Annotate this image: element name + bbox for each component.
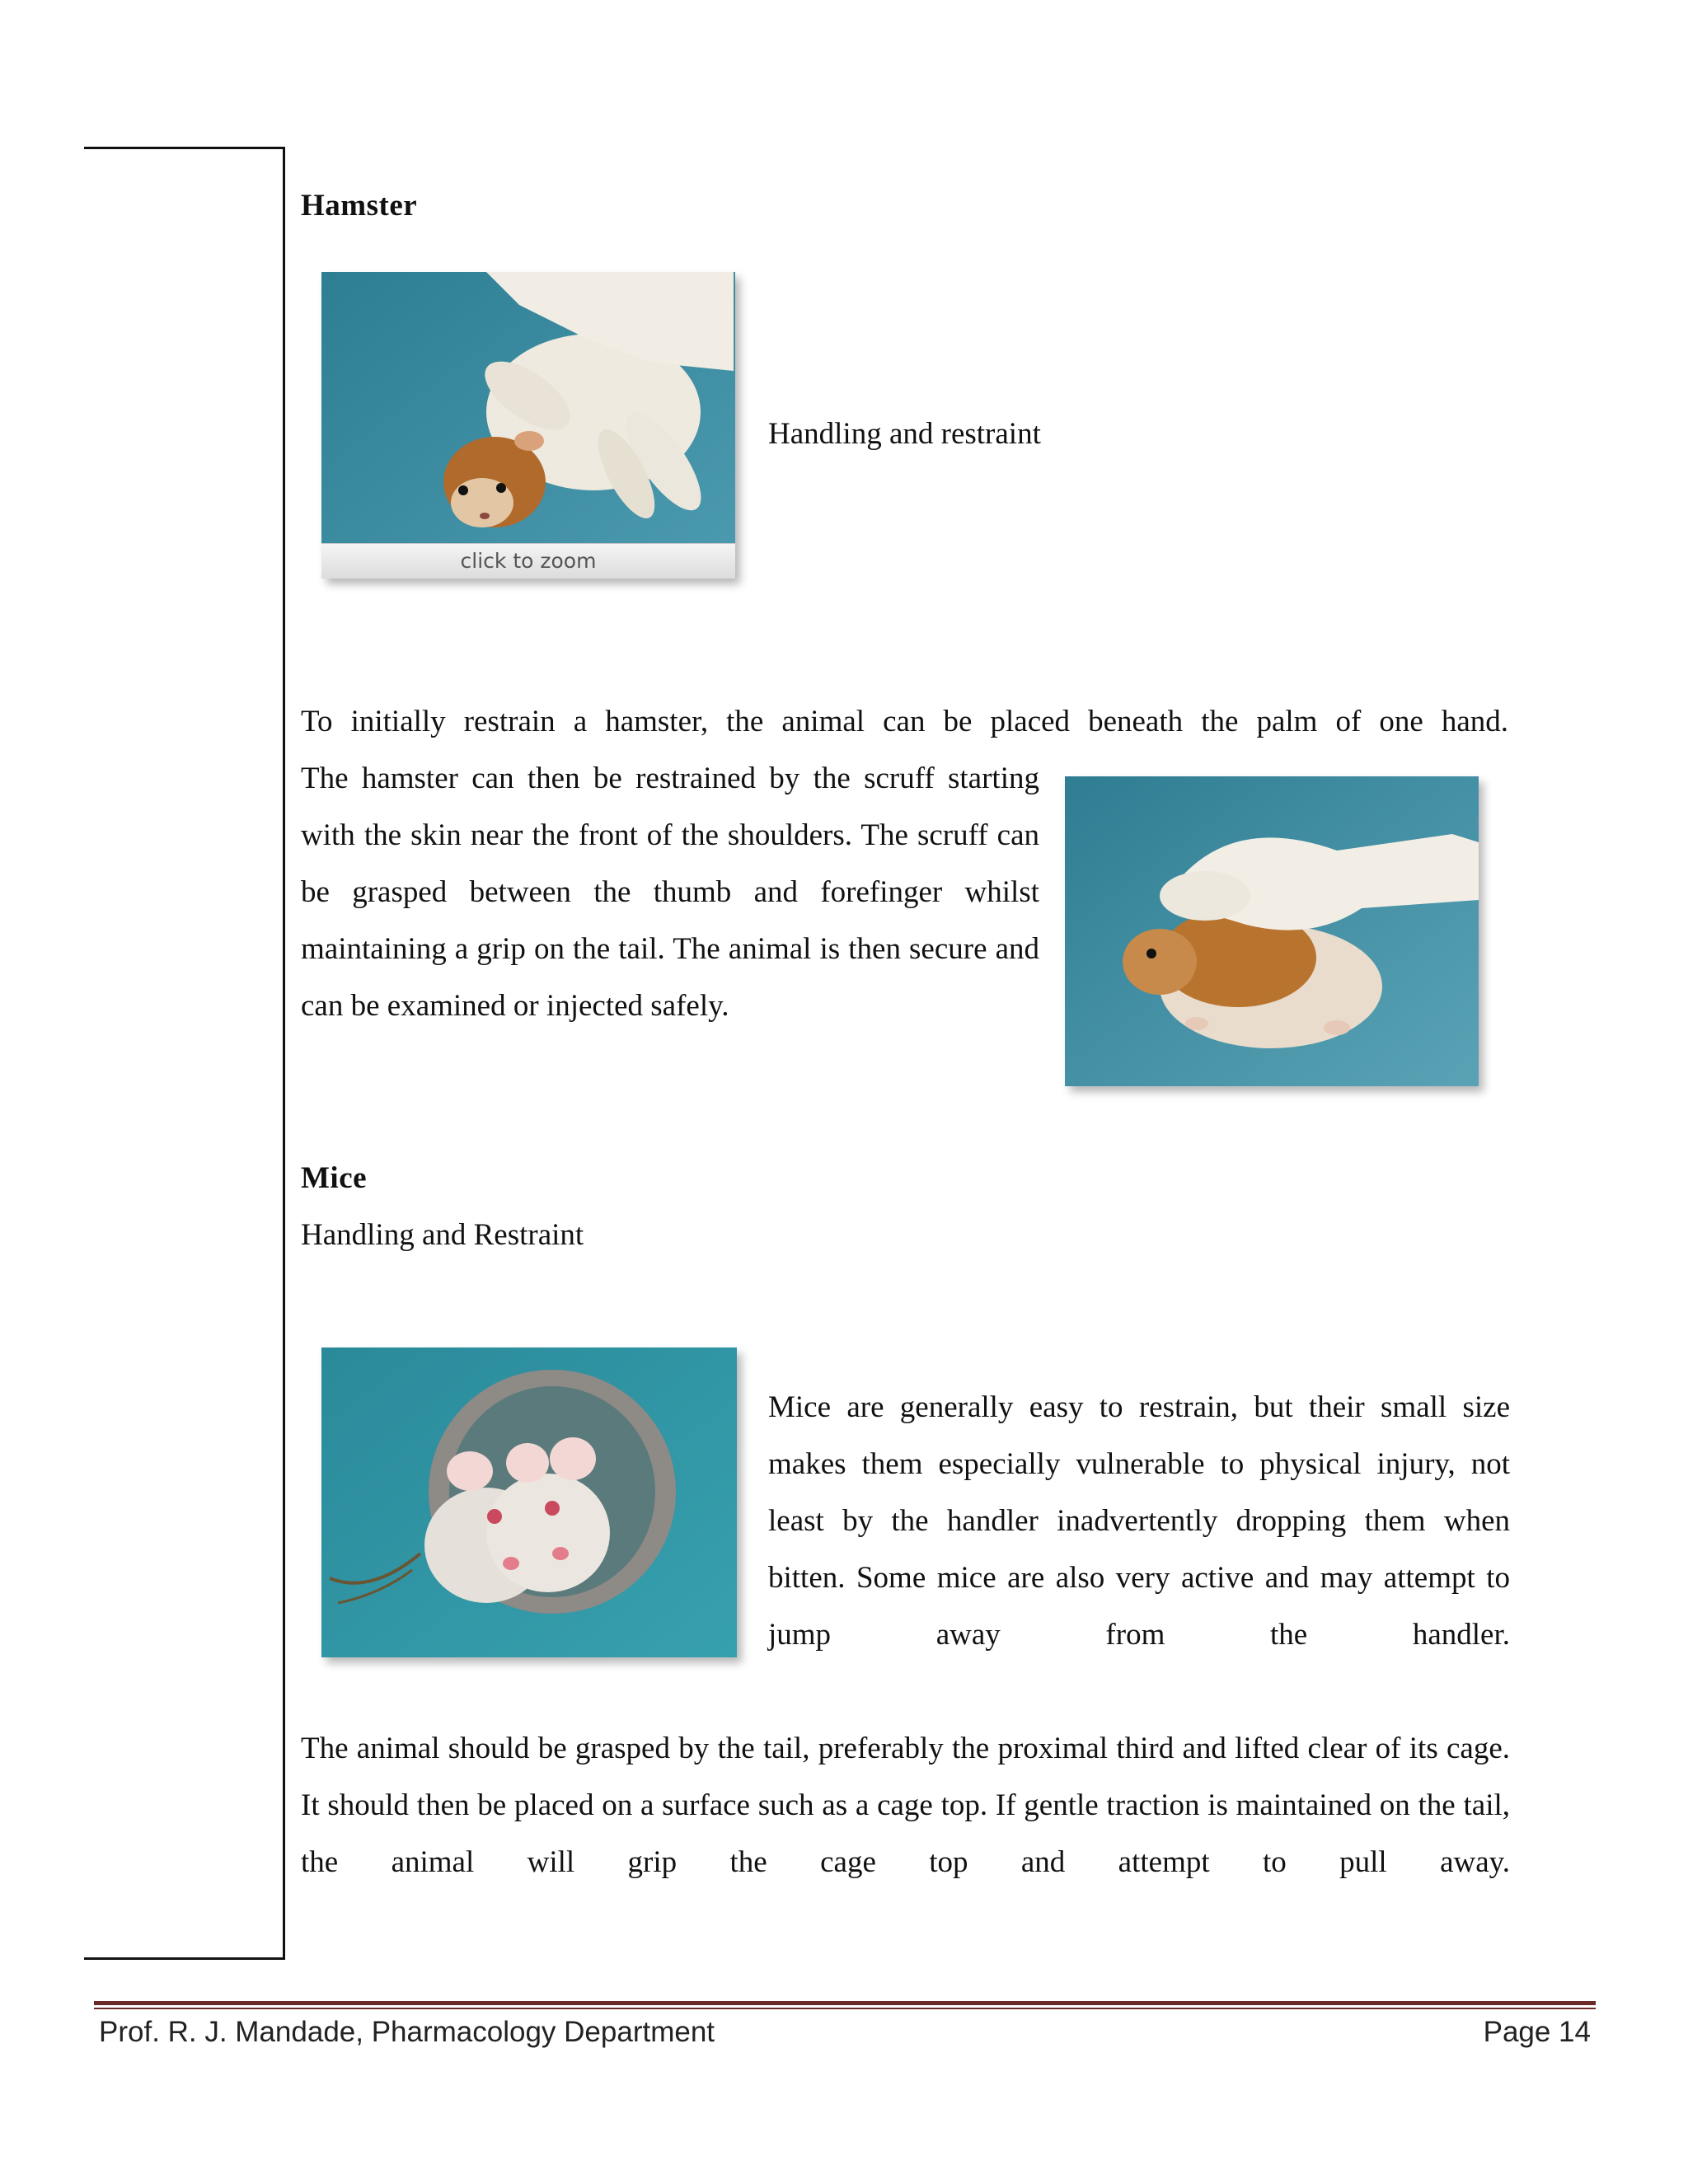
mice-heading: Mice — [301, 1161, 368, 1195]
margin-bracket-bottom — [84, 1957, 285, 1960]
mice-tube-illustration — [321, 1347, 737, 1657]
hamster-hand-photo[interactable] — [321, 272, 735, 579]
footer-rule-thick — [94, 2001, 1596, 2005]
zoom-label[interactable]: click to zoom — [321, 543, 735, 579]
hamster-scruff-illustration — [1065, 776, 1479, 1086]
footer-page-number: Page 14 — [1483, 2016, 1591, 2048]
footer-author: Prof. R. J. Mandade, Pharmacology Department — [99, 2016, 715, 2048]
hamster-heading: Hamster — [301, 189, 418, 223]
hamster-paragraph: The hamster can then be restrained by the scruff starting with the skin near the front of the shoulders. The scruff can be grasped between the thumb and forefinger whilst maintaining a grip on the tail. The animal is then secure and can be examined or injected safely. — [301, 762, 1039, 1023]
hamster-caption: Handling and restraint — [768, 417, 1041, 451]
mice-subheading: Handling and Restraint — [301, 1218, 584, 1252]
margin-bracket-side — [283, 147, 285, 1960]
hamster-hand-illustration — [321, 272, 735, 579]
mice-tube-photo[interactable] — [321, 1347, 737, 1657]
mice-paragraph-2: The animal should be grasped by the tail, preferably the proximal third and lifted clear of its cage. It should then be placed on a surface such as a cage top. If gentle traction is maintained on the tail, the animal will grip the cage top and attempt to pull away. — [301, 1732, 1510, 1879]
hamster-scruff-photo[interactable] — [1065, 776, 1479, 1086]
margin-bracket-top — [84, 147, 285, 149]
hamster-paragraph-line1: To initially restrain a hamster, the animal can be placed beneath the palm of one hand. — [301, 705, 1508, 738]
mice-paragraph-1: Mice are generally easy to restrain, but their small size makes them especially vulnerable to physical injury, not least by the handler inadvertently dropping them when bitten. Some mice are also very active and may attempt to jump away from the handler. — [768, 1390, 1510, 1652]
footer-rule-thin — [94, 2008, 1596, 2009]
